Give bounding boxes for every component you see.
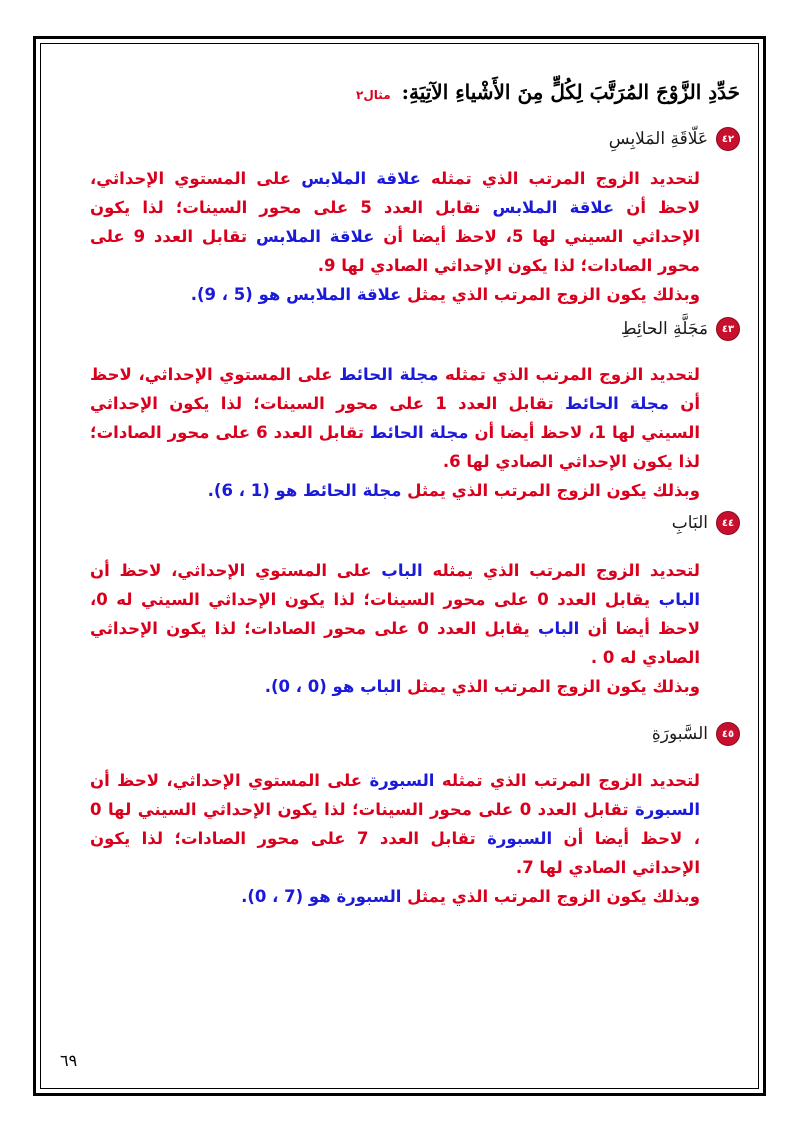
- item-solution-42: [90, 164, 700, 309]
- solution-text: تقابل العدد 7 على محور الصادات؛ لذا يكون الإحداثي الصادي لها 7.: [90, 829, 700, 877]
- item-title: السَّبورَةِ: [651, 724, 708, 744]
- object-name: علاقة الملابس: [255, 227, 375, 246]
- heading-text: حَدِّدِ الزَّوْجَ المُرَتَّبَ لِكُلٍّ مِنَ الأَشْياءِ الآتِيَةِ:: [401, 80, 740, 104]
- object-name: مجلة الحائط: [339, 365, 439, 384]
- solution-text: تقابل العدد 6 على محور الصادات؛ لذا يكون الإحداثي الصادي لها 6.: [90, 423, 700, 471]
- page-number: ٦٩: [60, 1051, 78, 1070]
- ordered-pair-answer: (5 ، 9).: [190, 285, 253, 304]
- ordered-pair-answer: (1 ، 6).: [207, 481, 270, 500]
- conclusion-text: هو: [326, 677, 361, 696]
- solution-text: على المستوي الإحداثي، لاحظ أن: [90, 771, 370, 790]
- item-number-badge: ٤٥: [716, 722, 740, 746]
- conclusion-text: هو: [269, 481, 304, 500]
- item-title: عَلّاقَةِ المَلابِسِ: [608, 129, 708, 149]
- solution-text: لتحديد الزوج المرتب الذي يمثله: [422, 561, 700, 580]
- object-name: السبورة: [369, 771, 435, 790]
- exercise-heading: [60, 80, 740, 104]
- solution-text: تقابل العدد 9 على محور الصادات؛ لذا يكون الإحداثي الصادي لها 9.: [90, 227, 700, 275]
- solution-text: على المستوي الإحداثي، لاحظ أن: [90, 561, 382, 580]
- solution-text: تقابل العدد 1 على محور السينات؛ لذا يكون الإحداثي السيني لها 1، لاحظ أيضا أن: [90, 394, 701, 442]
- item-number-badge: ٤٤: [716, 511, 740, 535]
- object-name: السبورة: [635, 800, 701, 819]
- solution-text: لتحديد الزوج المرتب الذي تمثله: [434, 771, 700, 790]
- item-title: البَابِ: [671, 513, 708, 533]
- item-header-43: [621, 314, 740, 344]
- ordered-pair-answer: (7 ، 0).: [241, 887, 304, 906]
- object-name: الباب: [537, 619, 580, 638]
- item-solution-43: [90, 360, 700, 505]
- conclusion-text: وبذلك يكون الزوج المرتب الذي يمثل: [401, 481, 700, 500]
- conclusion-text: هو: [303, 887, 337, 906]
- object-name: مجلة الحائط: [303, 481, 402, 500]
- object-name: الباب: [658, 590, 700, 609]
- object-name: علاقة الملابس: [286, 285, 402, 304]
- object-name: الباب: [360, 677, 402, 696]
- solution-text: يقابل العدد 0 على محور الصادات؛ لذا يكون الإحداثي الصادي له 0 .: [90, 619, 700, 667]
- item-header-45: [652, 719, 740, 749]
- solution-text: على المستوي الإحداثي، لاحظ أن: [90, 365, 700, 413]
- object-name: مجلة الحائط: [565, 394, 669, 413]
- item-header-44: [672, 508, 740, 538]
- item-number-badge: ٤٣: [716, 317, 740, 341]
- solution-text: لتحديد الزوج المرتب الذي تمثله: [438, 365, 700, 384]
- object-name: الباب: [381, 561, 423, 580]
- solution-text: على المستوي الإحداثي، لاحظ أن: [90, 169, 700, 217]
- solution-text: تقابل العدد 0 على محور السينات؛ لذا يكون الإحداثي السيني لها 0 ، لاحظ أيضا أن: [90, 800, 701, 848]
- conclusion-text: وبذلك يكون الزوج المرتب الذي يمثل: [401, 285, 700, 304]
- solution-text: تقابل العدد 5 على محور السينات؛ لذا يكون الإحداثي السيني لها 5، لاحظ أيضا أن: [90, 198, 701, 246]
- solution-text: يقابل العدد 0 على محور السينات؛ لذا يكون الإحداثي السيني له 0، لاحظ أيضا أن: [90, 590, 700, 638]
- item-solution-44: [90, 556, 700, 701]
- conclusion-text: وبذلك يكون الزوج المرتب الذي يمثل: [401, 887, 700, 906]
- item-title: مَجَلَّةِ الحائِطِ: [620, 319, 708, 339]
- item-solution-45: [90, 766, 700, 911]
- object-name: علاقة الملابس: [301, 169, 421, 188]
- ordered-pair-answer: (0 ، 0).: [264, 677, 327, 696]
- solution-text: لتحديد الزوج المرتب الذي تمثله: [420, 169, 700, 188]
- object-name: السبورة: [336, 887, 402, 906]
- conclusion-text: هو: [252, 285, 287, 304]
- object-name: السبورة: [487, 829, 553, 848]
- object-name: علاقة الملابس: [492, 198, 615, 217]
- example-label: مثال٢: [356, 88, 391, 102]
- object-name: مجلة الحائط: [369, 423, 469, 442]
- item-number-badge: ٤٢: [716, 127, 740, 151]
- conclusion-text: وبذلك يكون الزوج المرتب الذي يمثل: [401, 677, 700, 696]
- page-content: [60, 60, 740, 1070]
- item-header-42: [609, 124, 740, 154]
